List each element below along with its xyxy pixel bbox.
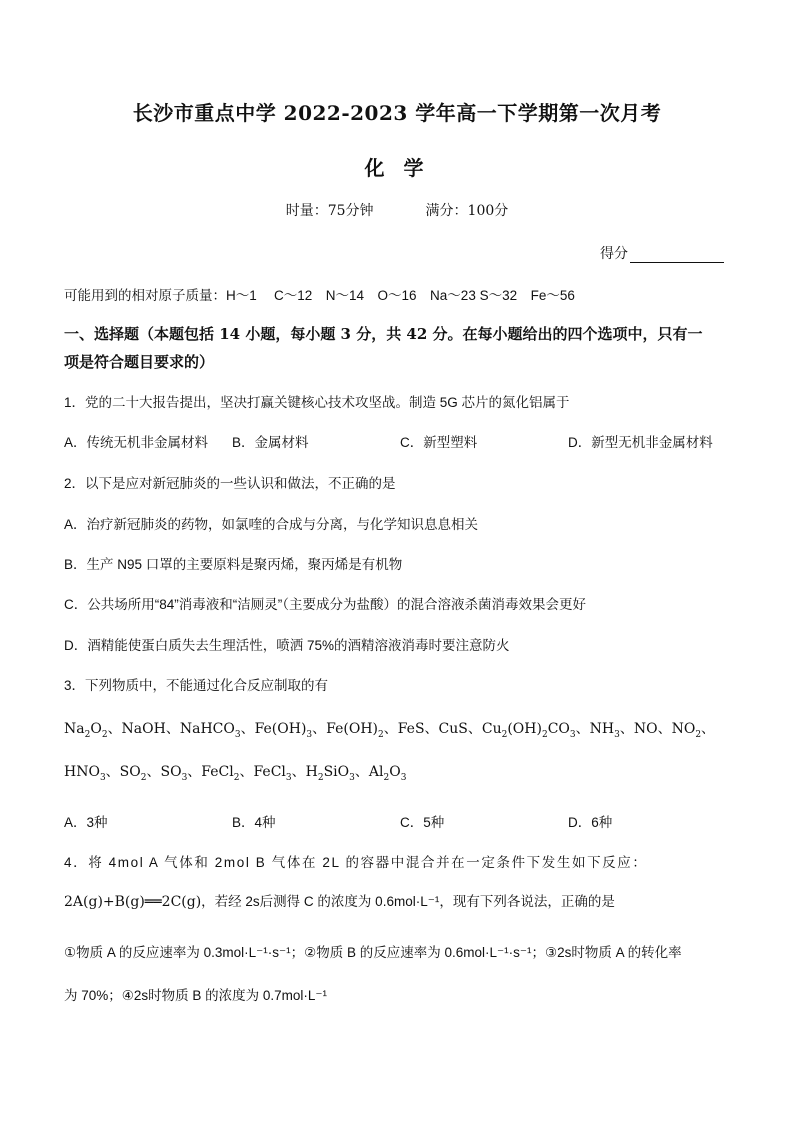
q2-option-a: A．治疗新冠肺炎的药物，如氯喹的合成与分离，与化学知识息息相关 [64, 517, 479, 532]
q4-stem-tail: ，若经 2s后测得 C 的浓度为 0.6mol·L⁻¹，现有下列各说法，正确的是 [201, 894, 615, 909]
q4-stem-line2 [64, 890, 615, 910]
q3-option-c: C．5种 [400, 815, 445, 830]
q4-statement-line2: 为 70%；④2s时物质 B 的浓度为 0.7mol·L⁻¹ [64, 988, 328, 1003]
subject-title: 化 学 [364, 156, 430, 180]
q2-option-b: B．生产 N95 口罩的主要原料是聚丙烯，聚丙烯是有机物 [64, 557, 403, 572]
q3-substances-line1: $Na_2O_2$、NaOH、NaHCO$_3$、$Fe(OH)_3$、$Fe(OH)_2$、FeS、CuS、$Cu_2(OH)_2CO_3$、$NH_3$、NO、$NO_2$、 [64, 721, 716, 740]
q4-stem-line1: 4．将 4mol A 气体和 2mol B 气体在 2L 的容器中混合并在一定条件下发生如下反应： [64, 855, 648, 870]
q3-option-b: B．4种 [232, 815, 276, 830]
q2-option-d: D．酒精能使蛋白质失去生理活性，喷洒 75%的酒精溶液消毒时要注意防火 [64, 638, 510, 653]
score-label: 得分 [600, 246, 628, 262]
q3-substances-line2: $HNO_3$、$SO_2$、$SO_3$、FeCl$_2$、FeCl$_3$、$H_2SiO_3$、$Al_2O_3$ [64, 764, 407, 783]
time-limit: 时量：75分钟 [285, 203, 374, 219]
score-field [600, 243, 724, 263]
q1-option-b: B．金属材料 [232, 435, 309, 450]
section-heading-line1: 一、选择题（本题包括 14 小题，每小题 3 分，共 42 分。在每小题给出的四个选项中，只有一 [64, 325, 703, 343]
q4-statement-line1: ①物质 A 的反应速率为 0.3mol·L⁻¹·s⁻¹；②物质 B 的反应速率为 0.6mol·L⁻¹·s⁻¹；③2s时物质 A 的转化率 [64, 945, 682, 960]
section-heading-line2: 项是符合题目要求的） [64, 353, 215, 371]
atomic-masses: 可能用到的相对原子质量：H～1 C～12 N～14 O～16 Na～23 S～32 Fe～56 [64, 288, 575, 303]
q4-equation: 2A(g)+B(g)══2C(g) [64, 894, 202, 910]
exam-info [0, 200, 794, 220]
full-score: 满分：100分 [425, 203, 509, 219]
q1-option-d: D．新型无机非金属材料 [568, 435, 713, 450]
q3-option-a: A．3种 [64, 815, 108, 830]
score-blank[interactable] [630, 247, 724, 263]
q1-option-c: C．新型塑料 [400, 435, 478, 450]
q3-stem: 3．下列物质中，不能通过化合反应制取的有 [64, 678, 329, 693]
q2-option-c: C．公共场所用“84”消毒液和“洁厕灵”（主要成分为盐酸）的混合溶液杀菌消毒效果会更好 [64, 597, 586, 612]
q1-option-a: A．传统无机非金属材料 [64, 435, 209, 450]
q2-stem: 2．以下是应对新冠肺炎的一些认识和做法，不正确的是 [64, 476, 396, 491]
exam-title: 长沙市重点中学 2022-2023 学年高一下学期第一次月考 [132, 101, 662, 125]
q1-stem: 1．党的二十大报告提出，坚决打赢关键核心技术攻坚战。制造 5G 芯片的氮化铝属于 [64, 395, 570, 410]
q3-option-d: D．6种 [568, 815, 613, 830]
